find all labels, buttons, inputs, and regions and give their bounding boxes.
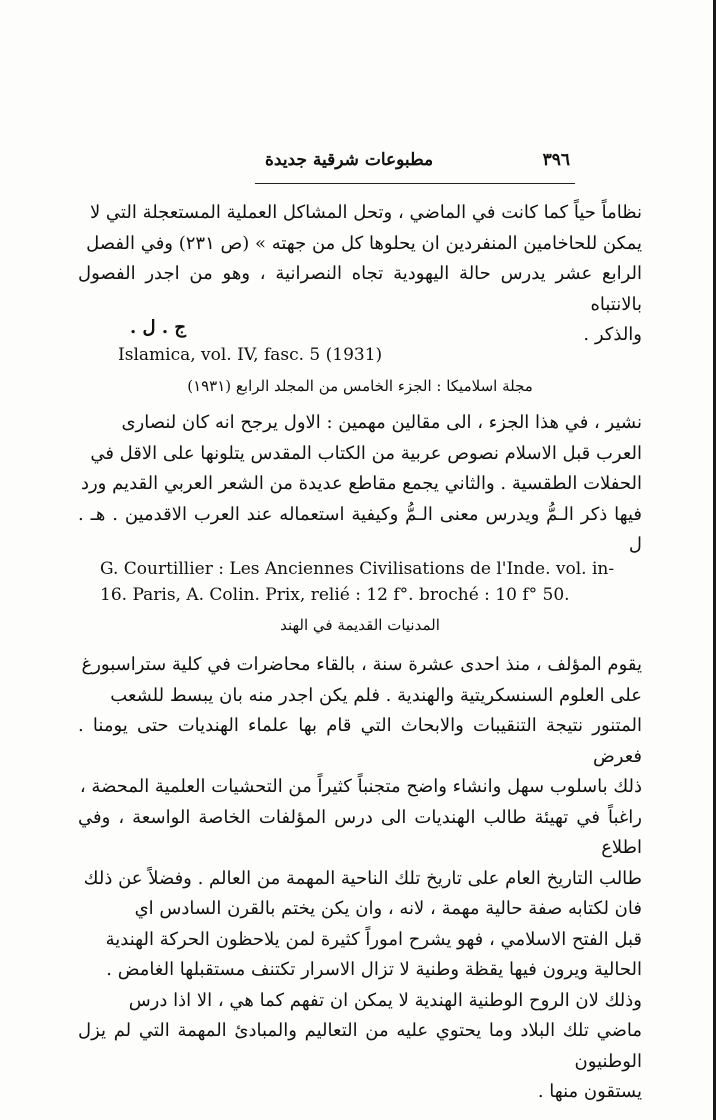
text-line: فان لكتابه صفة حالية مهمة ، لانه ، وان يكن يختم بالقرن السادس اي	[134, 898, 642, 919]
running-title: مطبوعات شرقية جديدة	[265, 150, 434, 170]
text-line: طالب التاريخ العام على تاريخ تلك الناحية المهمة من العالم . وفضلاً عن ذلك	[83, 867, 642, 889]
text-line: نشير ، في هذا الجزء ، الى مقالين مهمين : الاول يرجح انه كان لنصارى	[121, 412, 642, 433]
text-line: وذلك لان الروح الوطنية الهندية لا يمكن ان تفهم كما هي ، الا اذا درس	[128, 989, 642, 1011]
text-line: قبل الفتح الاسلامي ، فهو يشرح اموراً كثيرة لمن يلاحظون الحركة الهندية	[105, 928, 642, 950]
entry-subtitle: المدنيات القديمة في الهند	[280, 616, 440, 634]
citation-line: 16. Paris, A. Colin. Prix, relié : 12 f°. broché : 10 f° 50.	[100, 585, 570, 605]
text-line: يستقون منها .	[537, 1081, 642, 1102]
text-line: نظاماً حياً كما كانت في الماضي ، وتحل المشاكل العملية المستعجلة التي لا	[89, 202, 642, 223]
citation-islamica: Islamica, vol. IV, fasc. 5 (1931)	[118, 345, 383, 365]
text-line: ماضي تلك البلاد وما يحتوي عليه من التعاليم والمبادئ المهمة التي لم يزل الوطنيون	[78, 1020, 642, 1072]
text-line: الرابع عشر يدرس حالة اليهودية تجاه النصرانية ، وهو من اجدر الفصول بالانتباه	[78, 263, 642, 315]
running-header	[250, 150, 570, 180]
text-line: يمكن للحاخامين المنفردين ان يحلوها كل من جهته » (ص ٢٣١) وفي الفصل	[86, 232, 642, 254]
text-line: المتنور نتيجة التنقيبات والابحاث التي قام بها علماء الهنديات حتى يومنا . فعرض	[78, 715, 642, 767]
text-line: العرب قبل الاسلام نصوص عربية من الكتاب المقدس يتلونها على الاقل في	[90, 442, 642, 464]
text-line: راغباً في تهيئة طالب الهنديات الى درس المؤلفات الخاصة الواسعة ، وفي اطلاع	[78, 806, 642, 858]
entry-body	[78, 408, 642, 561]
citation-courtillier	[100, 556, 660, 608]
text-line: ذلك باسلوب سهل وانشاء واضح متجنباً كثيراً من التحشيات العلمية المحضة ،	[79, 776, 642, 797]
entry-subtitle: مجلة اسلاميكا : الجزء الخامس من المجلد الرابع (١٩٣١)	[187, 377, 533, 395]
text-line: على العلوم السنسكريتية والهندية . فلم يكن اجدر منه بان يبسط للشعب	[110, 684, 642, 706]
citation-line: G. Courtillier : Les Anciennes Civilisations de l'Inde. vol. in-	[100, 559, 615, 579]
text-line: الحفلات الطقسية . والثاني يجمع مقاطع عديدة من الشعر العربي القديم ورد	[80, 473, 642, 494]
page-number: ٣٩٦	[542, 150, 570, 170]
text-line: والذكر .	[583, 324, 642, 345]
review-signature: ج . ل .	[130, 317, 187, 338]
header-rule	[255, 183, 575, 184]
text-line: يقوم المؤلف ، منذ احدى عشرة سنة ، بالقاء محاضرات في كلية ستراسبورغ	[81, 654, 642, 675]
entry-body	[78, 650, 642, 1108]
text-line: الحالية ويرون فيها يقظة وطنية لا تزال الاسرار تكتنف مستقبلها الغامض .	[106, 959, 642, 980]
text-line: فيها ذكر الـمُّ ويدرس معنى الـمُّ وكيفية استعماله عند العرب الاقدمين . هـ . ل	[78, 503, 642, 555]
